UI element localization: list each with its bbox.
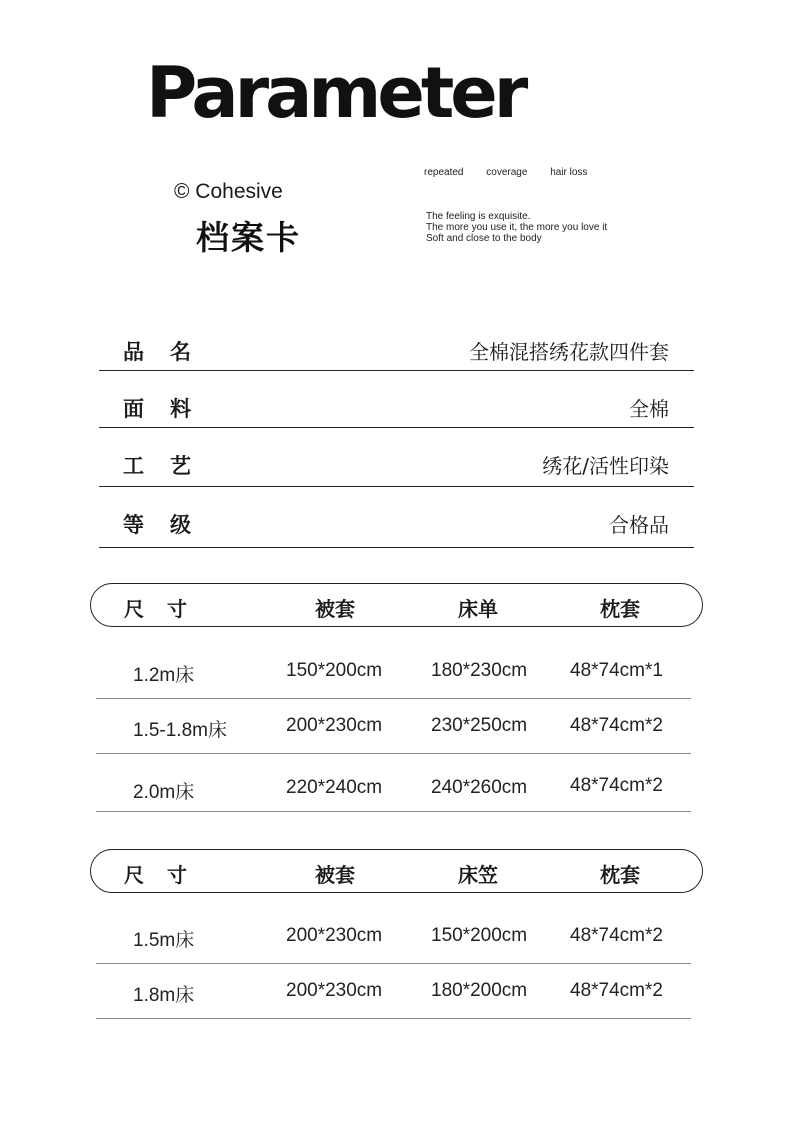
cell-sheet: 240*260cm bbox=[431, 777, 528, 798]
cell-duvet: 150*200cm bbox=[286, 660, 383, 681]
cell-duvet: 200*230cm bbox=[286, 925, 383, 946]
row-divider bbox=[96, 963, 691, 964]
cell-pillowcase: 48*74cm*2 bbox=[570, 775, 663, 796]
cell-duvet: 220*240cm bbox=[286, 777, 383, 798]
param-label: 品名 bbox=[123, 340, 217, 364]
param-label: 等级 bbox=[123, 513, 217, 537]
row-divider bbox=[96, 753, 691, 754]
header-size: 尺 寸 bbox=[124, 863, 195, 887]
tag-coverage: coverage bbox=[486, 167, 528, 178]
size-table-header bbox=[90, 849, 703, 893]
cell-pillowcase: 48*74cm*2 bbox=[570, 715, 663, 736]
slogan-line: The more you use it, the more you love it bbox=[426, 222, 608, 233]
header-fitted-sheet: 床笠 bbox=[458, 863, 498, 887]
param-value: 全棉 bbox=[629, 397, 669, 421]
header-size: 尺 寸 bbox=[124, 597, 195, 621]
header-duvet: 被套 bbox=[315, 597, 355, 621]
param-row-grade bbox=[99, 503, 694, 548]
param-row-fabric bbox=[99, 387, 694, 428]
slogan bbox=[426, 211, 607, 244]
row-divider bbox=[96, 698, 691, 699]
param-label: 面料 bbox=[123, 397, 217, 421]
header-pillowcase: 枕套 bbox=[600, 597, 640, 621]
tag-hair-loss: hair loss bbox=[550, 167, 588, 178]
row-divider bbox=[96, 1018, 691, 1019]
param-row-name bbox=[99, 330, 694, 371]
param-label: 工艺 bbox=[123, 454, 217, 478]
param-value: 合格品 bbox=[609, 513, 669, 537]
cell-size: 1.2m床 bbox=[133, 665, 195, 686]
cell-size: 1.5m床 bbox=[133, 930, 195, 951]
row-divider bbox=[96, 811, 691, 812]
header-duvet: 被套 bbox=[315, 863, 355, 887]
cell-sheet: 230*250cm bbox=[431, 715, 528, 736]
param-value: 绣花/活性印染 bbox=[542, 454, 669, 478]
brand-name: © Cohesive bbox=[174, 180, 283, 203]
tag-list bbox=[424, 167, 607, 178]
size-table-header bbox=[90, 583, 703, 627]
cell-sheet: 180*230cm bbox=[431, 660, 528, 681]
cell-pillowcase: 48*74cm*2 bbox=[570, 980, 663, 1001]
cell-duvet: 200*230cm bbox=[286, 980, 383, 1001]
param-row-craft bbox=[99, 444, 694, 487]
cell-size: 1.5-1.8m床 bbox=[133, 720, 227, 741]
cell-size: 2.0m床 bbox=[133, 782, 195, 803]
param-value: 全棉混搭绣花款四件套 bbox=[469, 340, 669, 364]
header-pillowcase: 枕套 bbox=[600, 863, 640, 887]
page-title: Parameter bbox=[146, 52, 525, 134]
header-sheet: 床单 bbox=[458, 597, 498, 621]
slogan-line: The feeling is exquisite. bbox=[426, 211, 531, 222]
cell-duvet: 200*230cm bbox=[286, 715, 383, 736]
cell-pillowcase: 48*74cm*2 bbox=[570, 925, 663, 946]
brand-subtitle: 档案卡 bbox=[196, 218, 301, 257]
cell-fitted-sheet: 180*200cm bbox=[431, 980, 528, 1001]
cell-pillowcase: 48*74cm*1 bbox=[570, 660, 663, 681]
cell-fitted-sheet: 150*200cm bbox=[431, 925, 528, 946]
slogan-line: Soft and close to the body bbox=[426, 233, 542, 244]
cell-size: 1.8m床 bbox=[133, 985, 195, 1006]
tag-repeated: repeated bbox=[424, 167, 464, 178]
